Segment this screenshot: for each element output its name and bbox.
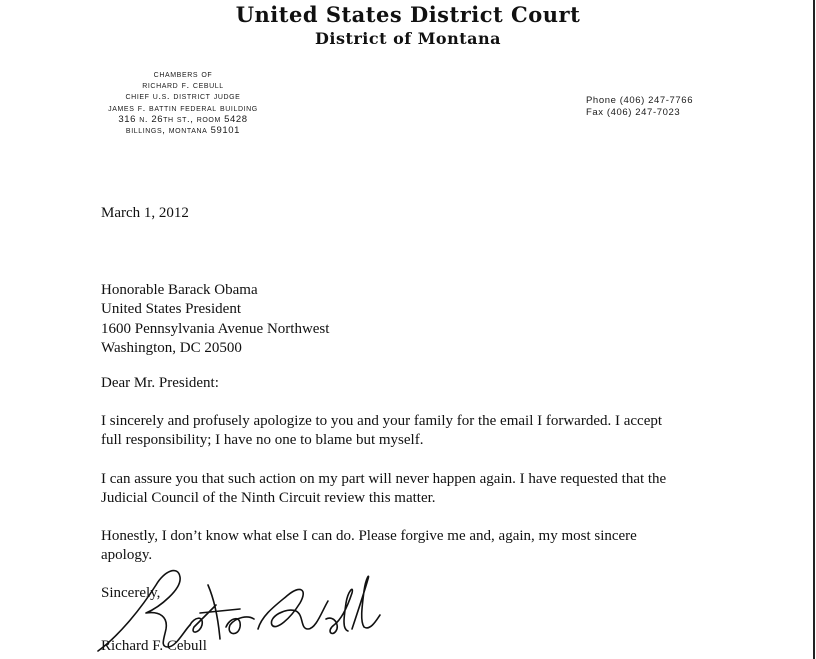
chambers-block: [68, 69, 298, 136]
phone-number: Phone (406) 247-7766: [586, 95, 694, 106]
chambers-line: chief u.s. district judge: [125, 91, 241, 103]
paragraph-line: I sincerely and profusely apologize to you and your family for the email I forwarded. I accept: [101, 413, 663, 429]
paragraph-line: Honestly, I don’t know what else I can do. Please forgive me and, again, my most sincere: [101, 528, 637, 544]
contact-block: [586, 95, 726, 118]
signer-name: Richard F. Cebull: [101, 638, 207, 654]
chambers-line: 316 n. 26th st., room 5428: [118, 113, 248, 125]
court-name: United States District Court: [235, 2, 581, 27]
address-line: Washington, DC 20500: [101, 340, 242, 357]
recipient-address: [101, 281, 329, 359]
closing: Sincerely,: [101, 585, 161, 601]
paragraph-line: Judicial Council of the Ninth Circuit review this matter.: [101, 490, 436, 507]
paragraph-line: apology.: [101, 547, 153, 564]
court-district: District of Montana: [315, 29, 501, 48]
paragraph-line: I can assure you that such action on my part will never happen again. I have requested that the: [101, 471, 667, 487]
fax-number: Fax (406) 247-7023: [586, 106, 681, 118]
address-line: Honorable Barack Obama: [101, 282, 258, 298]
paragraph-assurance: [101, 470, 666, 509]
paragraph-apology: [101, 412, 662, 451]
paragraph-line: full responsibility; I have no one to blame but myself.: [101, 432, 424, 449]
chambers-line: james f. battin federal building: [108, 102, 258, 114]
chambers-line: chambers of: [153, 69, 213, 80]
address-line: United States President: [101, 301, 241, 318]
chambers-line: billings, montana 59101: [125, 125, 241, 137]
address-line: 1600 Pennsylvania Avenue Northwest: [101, 320, 330, 337]
chambers-line: richard f. cebull: [142, 80, 224, 92]
salutation: Dear Mr. President:: [101, 375, 219, 391]
letter-date: March 1, 2012: [101, 205, 189, 221]
page-right-border: [813, 0, 815, 659]
